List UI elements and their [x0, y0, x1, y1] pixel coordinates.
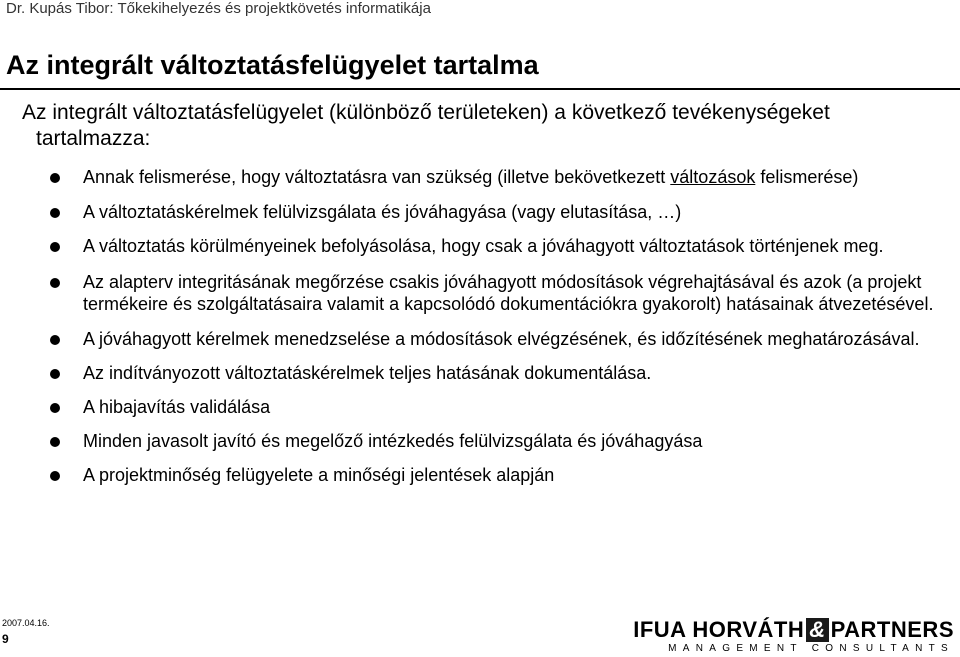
bullet-text: A változtatáskérelmek felülvizsgálata és jóváhagyása (vagy elutasítása, …)	[83, 202, 682, 222]
list-item	[50, 201, 950, 223]
bullet-text: A jóváhagyott kérelmek menedzselése a módosítások elvégzésének, és időzítésének meghatározásával.	[83, 329, 920, 349]
list-item	[50, 235, 950, 257]
title-divider	[0, 88, 960, 90]
page-number: 9	[2, 632, 9, 646]
bullet-list	[50, 166, 950, 486]
bullet-icon	[50, 278, 60, 288]
list-item	[50, 362, 950, 384]
bullet-icon	[50, 369, 60, 379]
bullet-icon	[50, 437, 60, 447]
intro-paragraph	[22, 100, 942, 152]
slide-header: Dr. Kupás Tibor: Tőkekihelyezés és projektkövetés informatikája	[6, 0, 431, 17]
bullet-text-pre: Annak felismerése, hogy változtatásra van szükség (illetve bekövetkezett	[83, 167, 671, 187]
bullet-text: Minden javasolt javító és megelőző intézkedés felülvizsgálata és jóváhagyása	[83, 431, 703, 451]
slide-title: Az integrált változtatásfelügyelet tartalma	[6, 50, 539, 80]
bullet-icon	[50, 471, 60, 481]
intro-line-1: Az integrált változtatásfelügyelet (különböző területeken) a következő tevékenységeket	[22, 101, 830, 124]
logo-subtitle: MANAGEMENT CONSULTANTS	[668, 643, 954, 654]
bullet-text: Az indítványozott változtatáskérelmek teljes hatásának dokumentálása.	[83, 363, 652, 383]
intro-line-2: tartalmazza:	[36, 127, 151, 150]
bullet-text: A projektminőség felügyelete a minőségi jelentések alapján	[83, 465, 555, 485]
list-item	[50, 396, 950, 418]
list-item	[50, 328, 950, 350]
logo-main-line	[633, 618, 954, 642]
logo-ampersand: &	[806, 618, 828, 642]
list-item	[50, 271, 950, 315]
bullet-text: Az alapterv integritásának megőrzése csakis jóváhagyott módosítások végrehajtásával és azok (a projekt termékeire és szolgáltatásaira valamit a kapcsolódó dokumentációkra gyakorolt) hatásainak átvezetésével.	[83, 272, 934, 314]
list-item	[50, 430, 950, 452]
bullet-text-underlined: változások	[670, 167, 756, 187]
list-item	[50, 166, 950, 188]
bullet-text: A változtatás körülményeinek befolyásolása, hogy csak a jóváhagyott változtatások történjenek meg.	[83, 236, 884, 256]
footer-date: 2007.04.16.	[2, 618, 50, 628]
bullet-icon	[50, 242, 60, 252]
bullet-icon	[50, 403, 60, 413]
bullet-text-post: felismerése)	[755, 167, 859, 187]
bullet-icon	[50, 173, 60, 183]
company-logo	[633, 618, 954, 656]
bullet-icon	[50, 335, 60, 345]
bullet-icon	[50, 208, 60, 218]
logo-name-left: IFUA HORVÁTH	[633, 617, 805, 642]
logo-name-right: PARTNERS	[830, 617, 954, 642]
bullet-text: A hibajavítás validálása	[83, 397, 271, 417]
list-item	[50, 464, 950, 486]
